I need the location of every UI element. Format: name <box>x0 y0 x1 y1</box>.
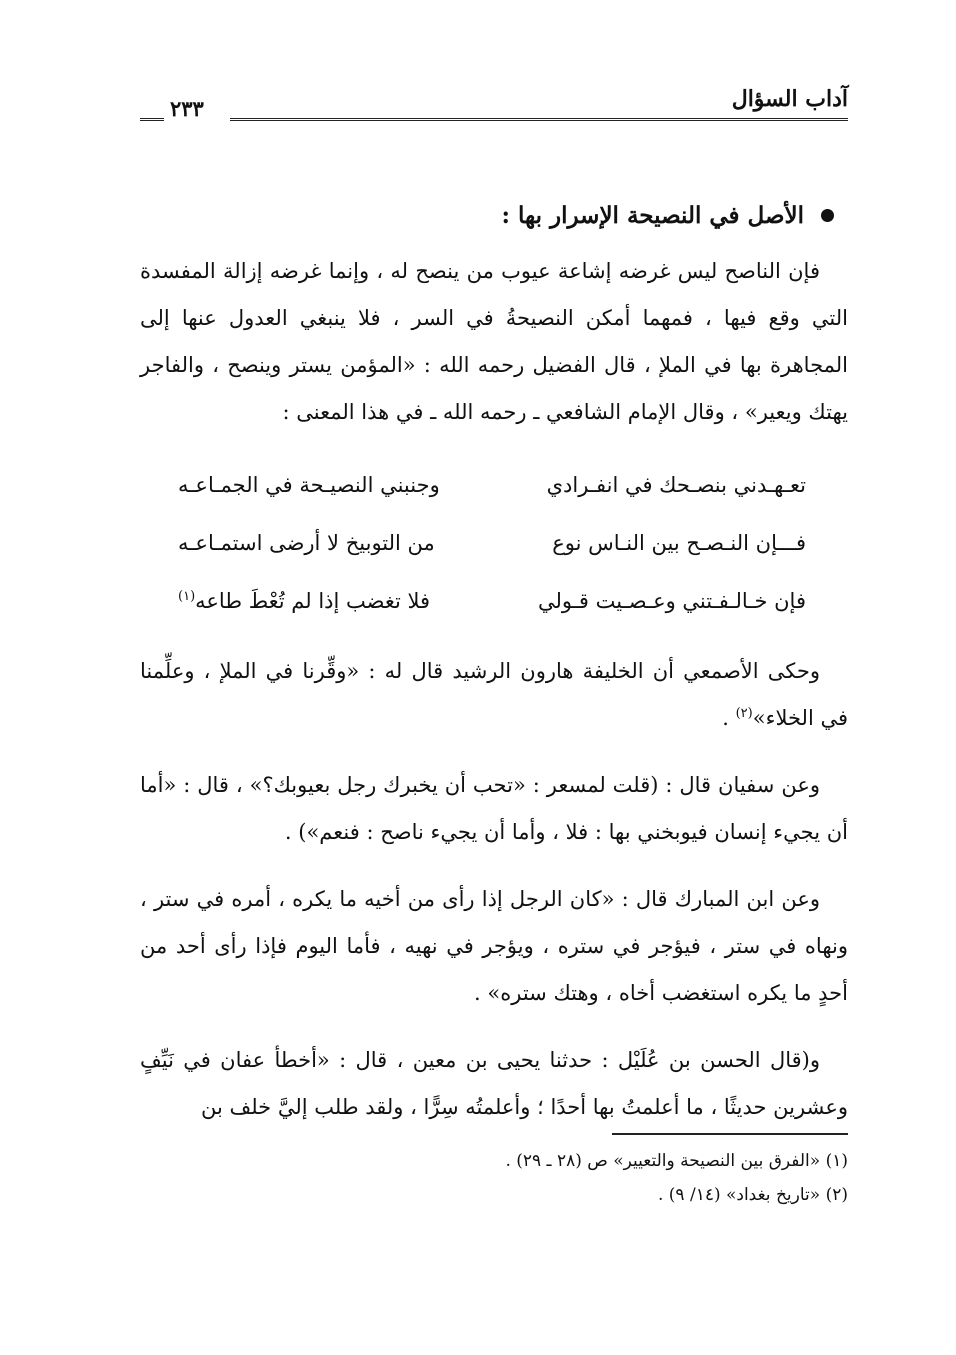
paragraph-5: و(قال الحسن بن عُلَيْل : حدثنا يحيى بن معين ، قال : «أخطأ عفان في نَيِّفٍ وعشرين حديثًا ، ما أعلمتُ بها أحدًا ؛ وأعلمتُه سِرًّا ، ولقد طلب إليَّ خلف بن <box>140 1048 848 1119</box>
verse-3-second-half <box>178 572 430 630</box>
section-heading <box>140 196 848 236</box>
footnote-rule <box>612 1133 848 1135</box>
poem-verse-3 <box>178 572 806 630</box>
footnote-2: (٢) «تاريخ بغداد» (١٤/ ٩) . <box>657 1185 848 1205</box>
paragraph-4: وعن ابن المبارك قال : «كان الرجل إذا رأى من أخيه ما يكره ، أمره في ستر ، ونهاه في ستر ، فيؤجر في ستره ، ويؤجر في نهيه ، فأما اليوم فإذا رأى أحد من أحدٍ ما يكره استغضب أخاه ، وهتك ستره» . <box>140 887 848 1005</box>
verse-1-second-half: وجنبني النصيـحة في الجمـاعـه <box>178 473 440 497</box>
running-header <box>140 86 848 130</box>
bullet-icon <box>821 209 834 222</box>
poem <box>140 456 848 630</box>
page-body <box>140 196 848 1151</box>
section-heading-text: الأصل في النصيحة الإسرار بها : <box>501 202 804 229</box>
poem-verse-1 <box>178 456 806 514</box>
verse-1-first-half: تعـهـدني بنصـحك في انفـرادي <box>546 473 806 497</box>
footnote-ref-2: (٢) <box>735 706 753 721</box>
paragraph-2-end: . <box>722 706 729 730</box>
paragraph-3: وعن سفيان قال : (قلت لمسعر : «تحب أن يخبرك رجل بعيوبك؟» ، قال : «أما أن يجيء إنسان فيوبخني بها : فلا ، وأما أن يجيء ناصح : فنعم») . <box>140 773 848 844</box>
footnote-1: (١) «الفرق بين النصيحة والتعيير» ص (٢٨ ـ ٢٩) . <box>505 1151 848 1171</box>
verse-3-first-half: فإن خـالـفـتني وعـصـيت قـولي <box>537 589 806 613</box>
footnote-ref-1: (١) <box>178 589 196 604</box>
verse-3-second-half-text: فلا تغضب إذا لم تُعْطَ طاعه <box>195 589 431 613</box>
paragraph-1: فإن الناصح ليس غرضه إشاعة عيوب من ينصح له ، وإنما غرضه إزالة المفسدة التي وقع فيها ، فمهما أمكن النصيحةُ في السر ، فلا ينبغي العدول عنها إلى المجاهرة بها في الملإ ، قال الفضيل رحمه الله : «المؤمن يستر وينصح ، والفاجر يهتك ويعير» ، وقال الإمام الشافعي ـ رحمه الله ـ في هذا المعنى : <box>140 259 848 424</box>
verse-2-second-half: من التوبيخ لا أرضى استمـاعـه <box>178 531 435 555</box>
footnotes <box>140 1144 848 1212</box>
poem-verse-2 <box>178 514 806 572</box>
page-number: ٢٣٣ <box>170 96 204 121</box>
header-title: آداب السؤال <box>731 86 848 112</box>
paragraph-2 <box>140 648 848 742</box>
verse-2-first-half: فـــإن النـصـح بين النـاس نوع <box>552 531 806 555</box>
paragraph-2-text: وحكى الأصمعي أن الخليفة هارون الرشيد قال له : «وقِّرنا في الملإ ، وعلِّمنا في الخلاء» <box>140 659 848 730</box>
header-rule <box>230 118 848 121</box>
header-rule-short <box>140 118 164 121</box>
